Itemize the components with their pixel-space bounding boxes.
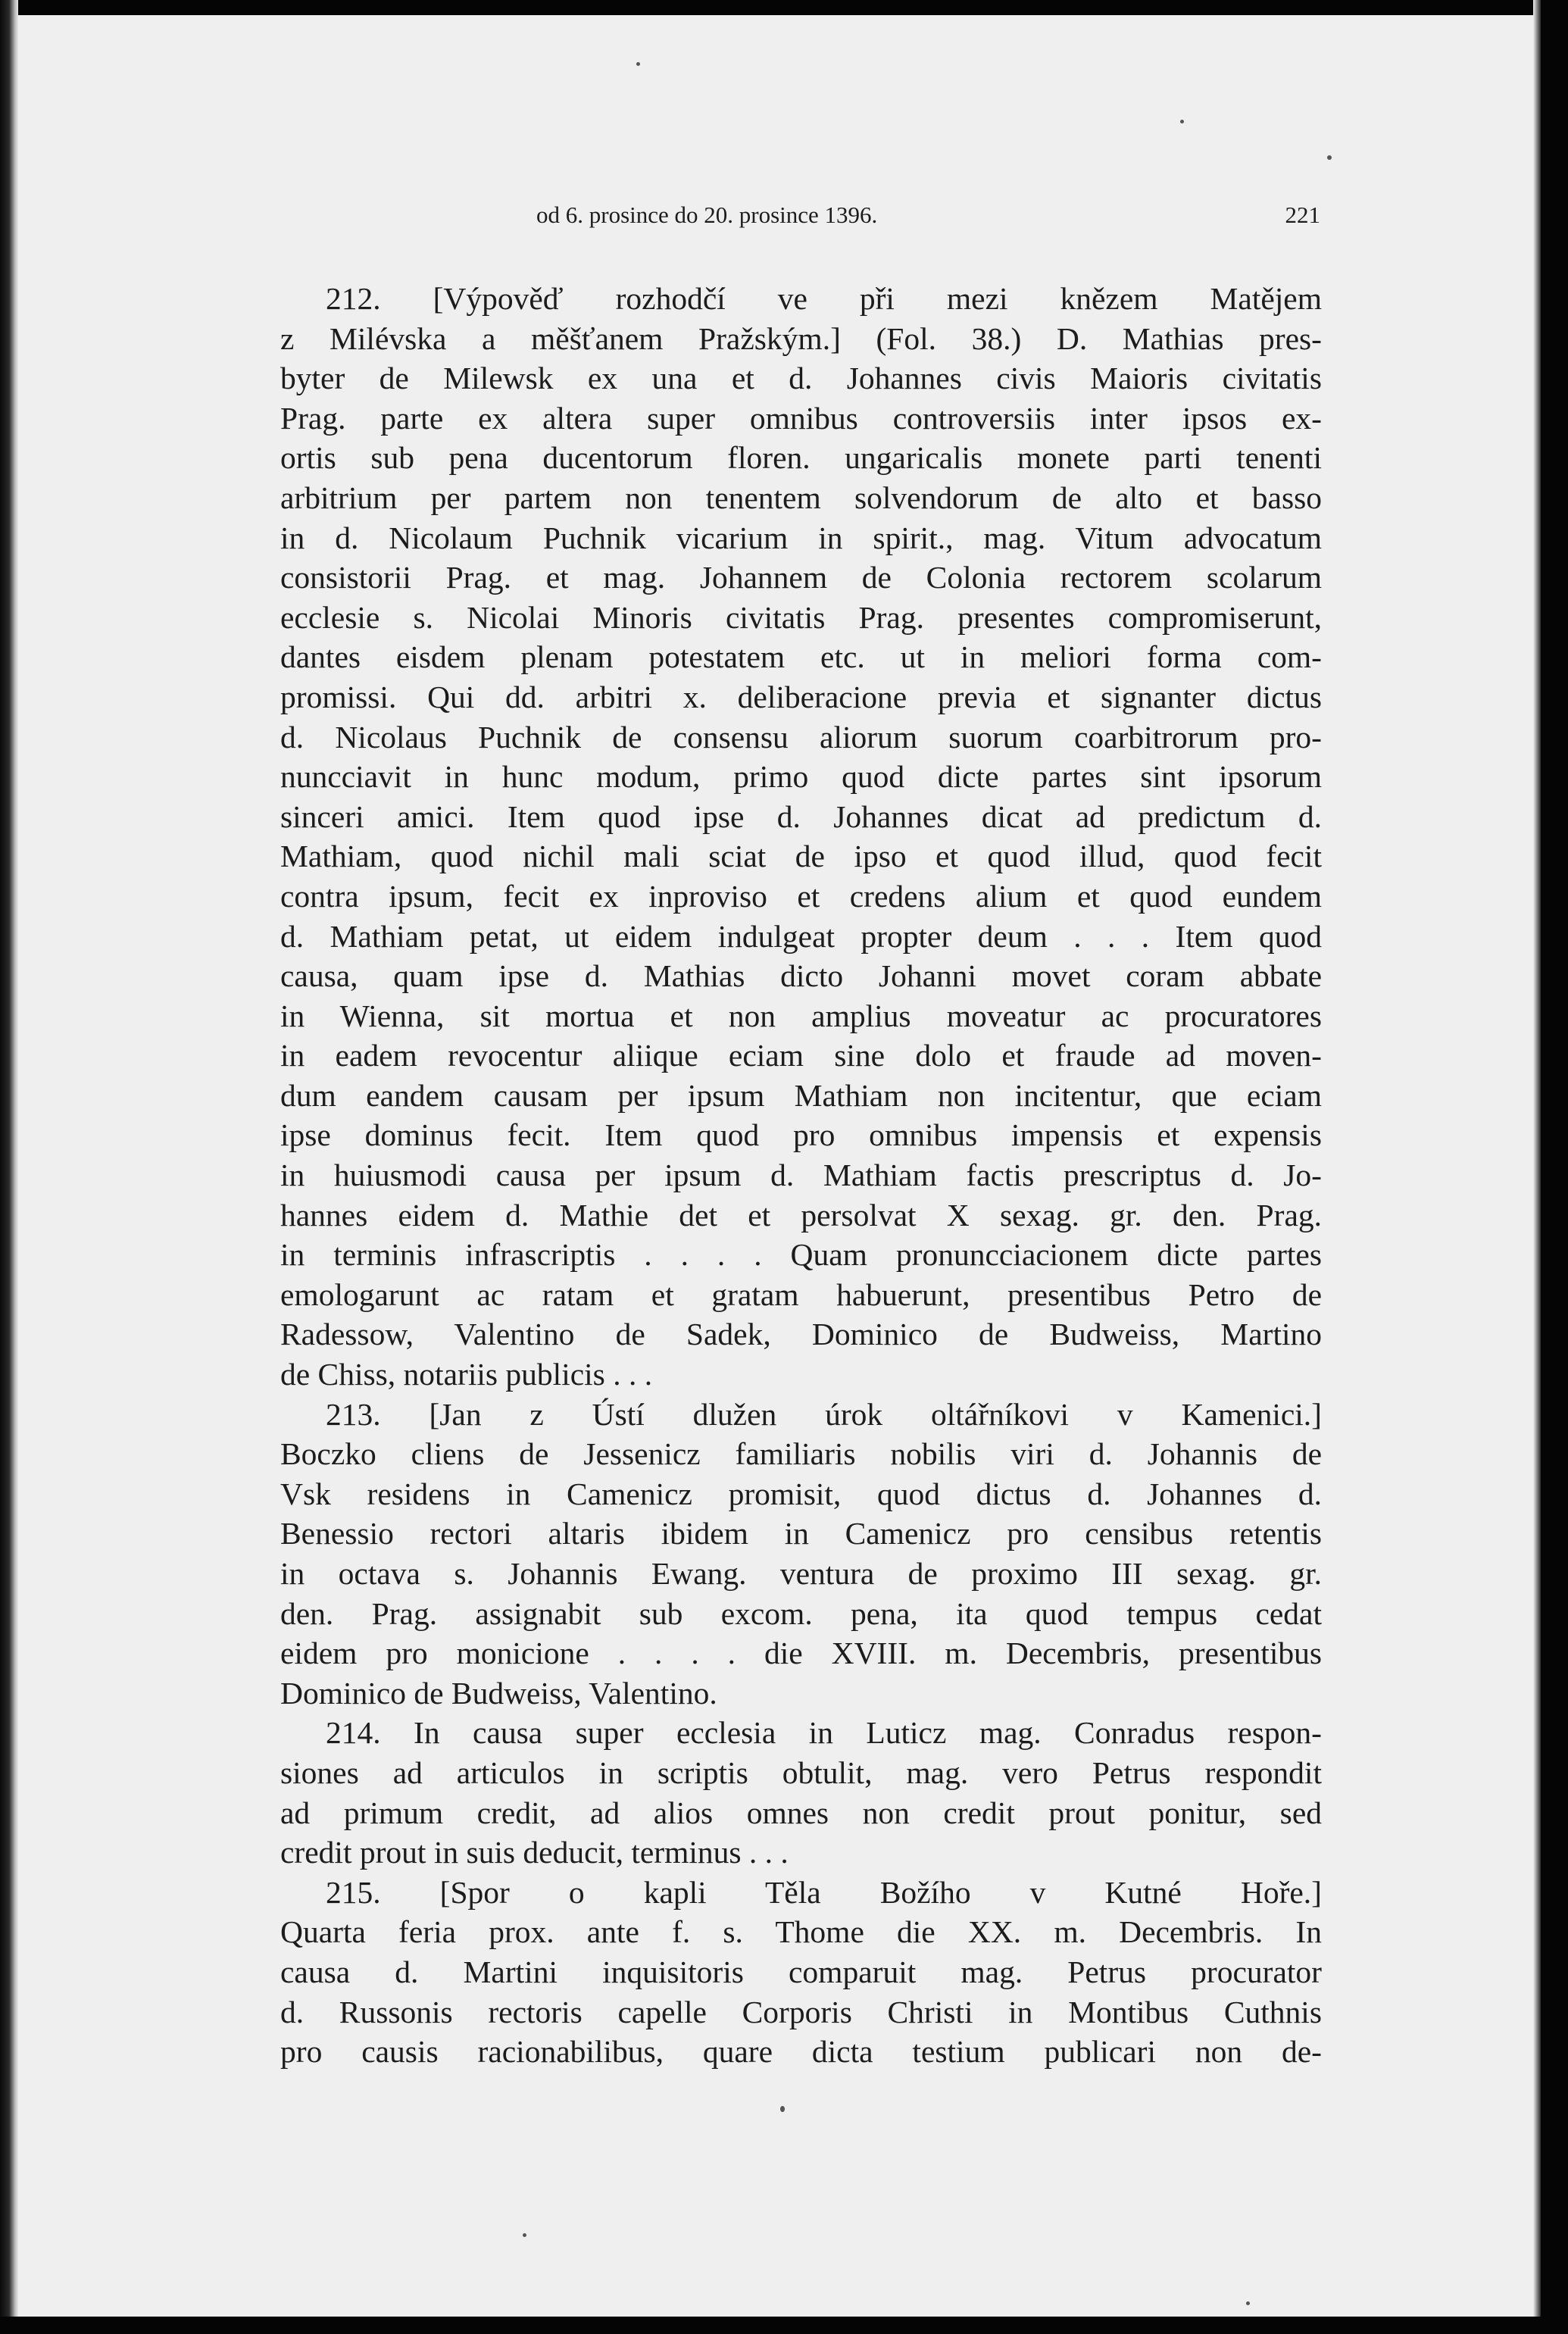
- text-line: Radessow, Valentino de Sadek, Dominico de Budweiss, Martino: [280, 1317, 1322, 1352]
- text-line: promissi. Qui dd. arbitri x. deliberacione previa et signanter dictus: [280, 679, 1322, 714]
- text-line: nuncciavit in hunc modum, primo quod dicte partes sint ipsorum: [280, 759, 1322, 795]
- text-line: Boczko cliens de Jessenicz familiaris nobilis viri d. Johannis de: [280, 1436, 1322, 1472]
- text-line: ecclesie s. Nicolai Minoris civitatis Prag. presentes compromiserunt,: [280, 599, 1322, 635]
- text-line: byter de Milewsk ex una et d. Johannes civis Maioris civitatis: [280, 361, 1322, 396]
- text-line: 213. [Jan z Ústí dlužen úrok oltářníkovi v Kamenici.]: [326, 1396, 1322, 1432]
- text-line: d. Mathiam petat, ut eidem indulgeat propter deum . . . Item quod: [280, 918, 1322, 954]
- text-line: in d. Nicolaum Puchnik vicarium in spirit., mag. Vitum advocatum: [280, 520, 1322, 555]
- scan-top-border: [0, 0, 1568, 15]
- text-line: consistorii Prag. et mag. Johannem de Colonia rectorem scolarum: [280, 560, 1322, 595]
- text-line: in octava s. Johannis Ewang. ventura de proximo III sexag. gr.: [280, 1556, 1322, 1591]
- text-line: den. Prag. assignabit sub excom. pena, ita quod tempus cedat: [280, 1595, 1322, 1631]
- text-line: eidem pro monicione . . . . die XVIII. m. Decembris, presentibus: [280, 1636, 1322, 1671]
- running-title: od 6. prosince do 20. prosince 1396.: [536, 202, 878, 228]
- text-line: in Wienna, sit mortua et non amplius moveatur ac procuratores: [280, 998, 1322, 1033]
- text-line: dantes eisdem plenam potestatem etc. ut in meliori forma com-: [280, 639, 1322, 675]
- scan-speck: [523, 2233, 526, 2237]
- text-line: 215. [Spor o kapli Těla Božího v Kutné Hoře.]: [326, 1874, 1322, 1910]
- scan-speck: [1180, 120, 1184, 123]
- text-line: sinceri amici. Item quod ipse d. Johannes dicat ad predictum d.: [280, 798, 1322, 834]
- text-line: Benessio rectori altaris ibidem in Camenicz pro censibus retentis: [280, 1516, 1322, 1551]
- text-line: pro causis racionabilibus, quare dicta testium publicari non de-: [280, 2034, 1322, 2070]
- text-line: Mathiam, quod nichil mali sciat de ipso et quod illud, quod fecit: [280, 839, 1322, 874]
- text-line: Vsk residens in Camenicz promisit, quod dictus d. Johannes d.: [280, 1476, 1322, 1511]
- text-line: 212. [Výpověď rozhodčí ve při mezi knězem Matějem: [326, 281, 1322, 316]
- text-line: in terminis infrascriptis . . . . Quam pronuncciacionem dicte partes: [280, 1237, 1322, 1273]
- scan-speck: [780, 2106, 785, 2112]
- text-line: Dominico de Budweiss, Valentino.: [280, 1675, 717, 1711]
- text-line: in eadem revocentur aliique eciam sine dolo et fraude ad moven-: [280, 1038, 1322, 1073]
- text-line: arbitrium per partem non tenentem solvendorum de alto et basso: [280, 480, 1322, 515]
- scan-bottom-border: [0, 2317, 1568, 2334]
- text-line: ipse dominus fecit. Item quod pro omnibus impensis et expensis: [280, 1117, 1322, 1153]
- text-line: credit prout in suis deducit, terminus . . .: [280, 1835, 789, 1870]
- text-line: Quarta feria prox. ante f. s. Thome die XX. m. Decembris. In: [280, 1914, 1322, 1950]
- text-line: causa d. Martini inquisitoris comparuit mag. Petrus procurator: [280, 1954, 1322, 1989]
- page-header: [280, 198, 1322, 236]
- text-line: in huiusmodi causa per ipsum d. Mathiam factis prescriptus d. Jo-: [280, 1158, 1322, 1193]
- text-line: Prag. parte ex altera super omnibus controversiis inter ipsos ex-: [280, 400, 1322, 436]
- scan-speck: [1327, 155, 1332, 160]
- text-line: ortis sub pena ducentorum floren. ungaricalis monete parti tenenti: [280, 440, 1322, 476]
- text-line: hannes eidem d. Mathie det et persolvat X sexag. gr. den. Prag.: [280, 1197, 1322, 1233]
- text-line: d. Nicolaus Puchnik de consensu aliorum suorum coarbitrorum pro-: [280, 719, 1322, 755]
- text-line: ad primum credit, ad alios omnes non credit prout ponitur, sed: [280, 1795, 1322, 1830]
- text-line: z Milévska a měšťanem Pražským.] (Fol. 38.) D. Mathias pres-: [280, 320, 1322, 356]
- scan-speck: [636, 62, 640, 66]
- text-line: causa, quam ipse d. Mathias dicto Johanni movet coram abbate: [280, 958, 1322, 994]
- page-number: 221: [1285, 202, 1320, 228]
- text-line: emologarunt ac ratam et gratam habuerunt, presentibus Petro de: [280, 1276, 1322, 1312]
- document-body: [280, 279, 1322, 2072]
- text-line: 214. In causa super ecclesia in Luticz mag. Conradus respon-: [326, 1715, 1322, 1751]
- scan-speck: [1246, 2301, 1250, 2305]
- text-line: dum eandem causam per ipsum Mathiam non incitentur, que eciam: [280, 1077, 1322, 1113]
- text-line: contra ipsum, fecit ex inproviso et credens alium et quod eundem: [280, 878, 1322, 914]
- text-line: de Chiss, notariis publicis . . .: [280, 1357, 653, 1392]
- scan-left-edge: [0, 0, 18, 2334]
- text-line: d. Russonis rectoris capelle Corporis Christi in Montibus Cuthnis: [280, 1994, 1322, 2029]
- text-line: siones ad articulos in scriptis obtulit, mag. vero Petrus respondit: [280, 1754, 1322, 1790]
- scan-right-border: [1541, 0, 1568, 2334]
